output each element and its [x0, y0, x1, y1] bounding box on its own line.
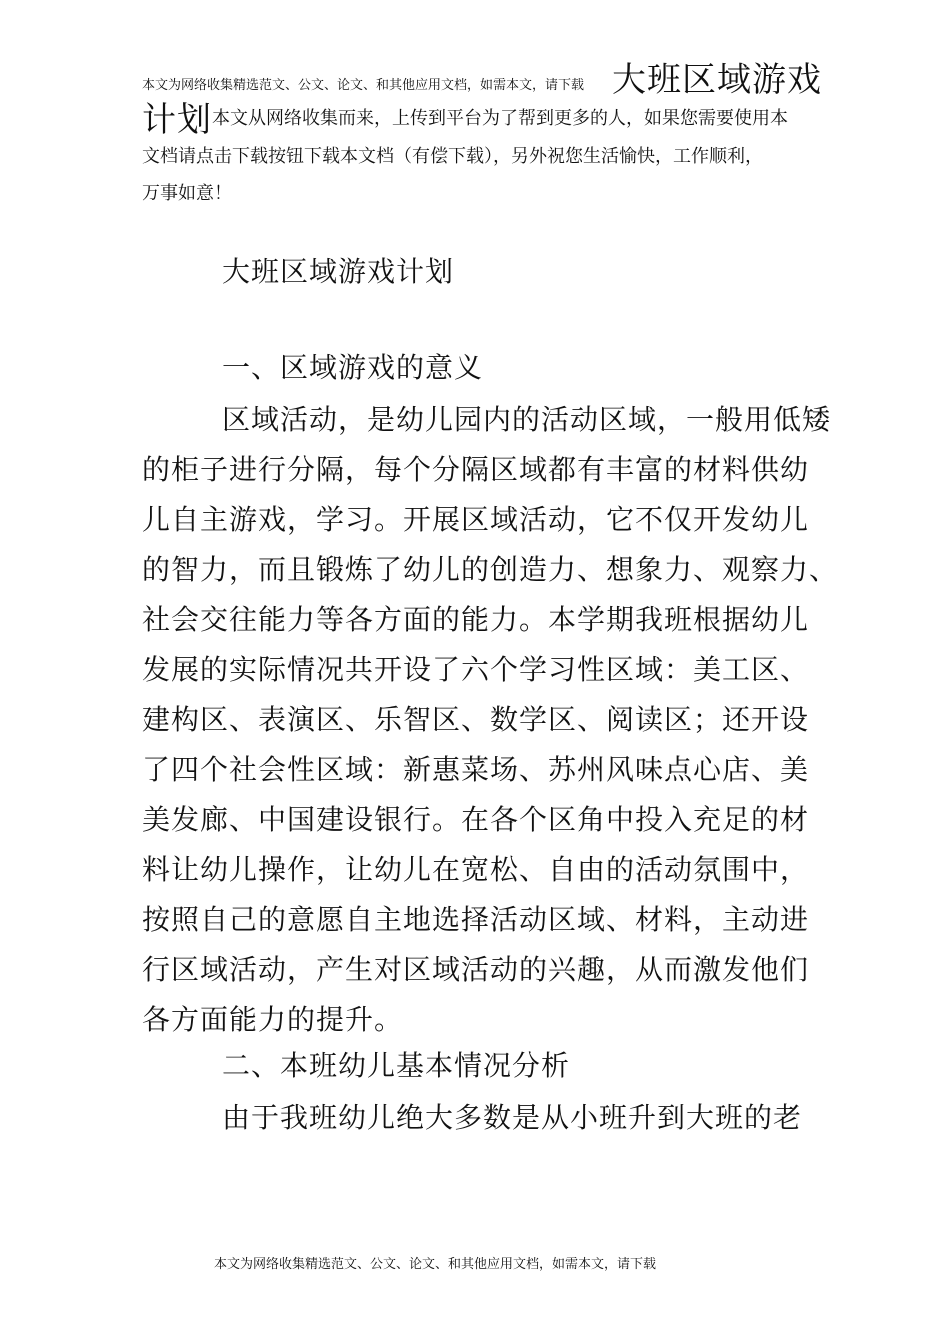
intro-line: 万事如意！ [142, 183, 232, 204]
intro-line: 文档请点击下载按钮下载本文档（有偿下载），另外祝您生活愉快，工作顺利， [142, 146, 763, 167]
header-title-part2: 计划 [142, 100, 212, 140]
intro-line: 本文从网络收集而来，上传到平台为了帮到更多的人，如果您需要使用本 [212, 108, 788, 129]
section-heading: 一、区域游戏的意义 [222, 351, 484, 384]
paragraph-line: 美发廊、中国建设银行。在各个区角中投入充足的材 [142, 803, 810, 836]
paragraph-line: 社会交往能力等各方面的能力。本学期我班根据幼儿 [142, 603, 810, 636]
paragraph-line: 了四个社会性区域：新惠菜场、苏州风味点心店、美 [142, 753, 810, 786]
paragraph-line: 区域活动，是幼儿园内的活动区域，一般用低矮 [222, 403, 832, 436]
header-note: 本文为网络收集精选范文、公文、论文、和其他应用文档，如需本文，请下载 [142, 78, 585, 93]
paragraph-line: 由于我班幼儿绝大多数是从小班升到大班的老 [222, 1101, 803, 1134]
footer-note: 本文为网络收集精选范文、公文、论文、和其他应用文档，如需本文，请下载 [214, 1257, 657, 1272]
section-heading: 二、本班幼儿基本情况分析 [222, 1049, 571, 1082]
paragraph-line: 发展的实际情况共开设了六个学习性区域：美工区、 [142, 653, 810, 686]
paragraph-line: 行区域活动，产生对区域活动的兴趣，从而激发他们 [142, 953, 810, 986]
paragraph-line: 各方面能力的提升。 [142, 1003, 404, 1036]
paragraph-line: 料让幼儿操作，让幼儿在宽松、自由的活动氛围中， [142, 853, 810, 886]
paragraph-line: 的柜子进行分隔，每个分隔区域都有丰富的材料供幼 [142, 453, 810, 486]
paragraph-line: 建构区、表演区、乐智区、数学区、阅读区；还开设 [142, 703, 810, 736]
paragraph-line: 儿自主游戏，学习。开展区域活动，它不仅开发幼儿 [142, 503, 810, 536]
header-title-part1: 大班区域游戏 [612, 60, 822, 100]
paragraph-line: 的智力，而且锻炼了幼儿的创造力、想象力、观察力、 [142, 553, 839, 586]
document-title: 大班区域游戏计划 [222, 255, 455, 288]
paragraph-line: 按照自己的意愿自主地选择活动区域、材料，主动进 [142, 903, 810, 936]
